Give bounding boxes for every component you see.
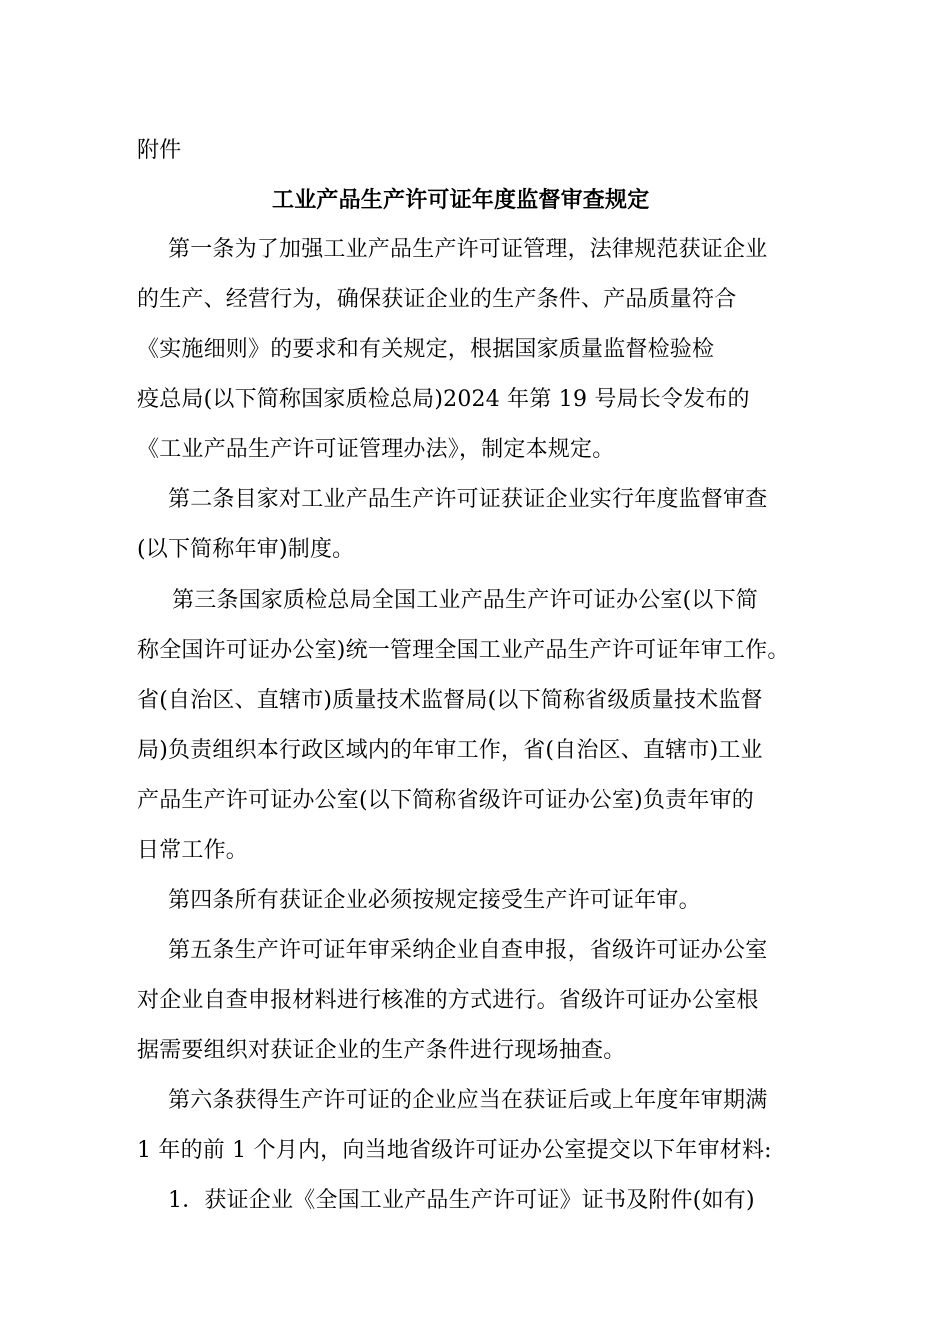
body-line: 第三条国家质检总局全国工业产品生产许可证办公室(以下简 <box>172 588 758 613</box>
body-line: 第四条所有获证企业必须按规定接受生产许可证年审。 <box>168 888 701 913</box>
body-line: 1 年的前 1 个月内，向当地省级许可证办公室提交以下年审材料: <box>137 1138 772 1163</box>
body-line: 1．获证企业《全国工业产品生产许可证》证书及附件(如有) <box>168 1188 755 1213</box>
body-line: 日常工作。 <box>137 838 249 863</box>
body-line: 第六条获得生产许可证的企业应当在获证后或上年度年审期满 <box>168 1088 768 1113</box>
document-title: 工业产品生产许可证年度监督审查规定 <box>272 187 650 213</box>
body-line: 对企业自查申报材料进行核准的方式进行。省级许可证办公室根 <box>137 988 759 1013</box>
attachment-label: 附件 <box>137 138 182 163</box>
body-line: 局)负责组织本行政区域内的年审工作，省(自治区、直辖市)工业 <box>137 738 763 763</box>
body-line: 称全国许可证办公室)统一管理全国工业产品生产许可证年审工作。 <box>137 638 790 663</box>
body-line: 产品生产许可证办公室(以下简称省级许可证办公室)负责年审的 <box>137 788 754 813</box>
body-line: 的生产、经营行为，确保获证企业的生产条件、产品质量符合 <box>137 287 737 312</box>
body-line: 第五条生产许可证年审采纳企业自查申报，省级许可证办公室 <box>168 938 768 963</box>
body-line: 第二条目家对工业产品生产许可证获证企业实行年度监督审查 <box>168 487 768 512</box>
body-line: 《实施细则》的要求和有关规定，根据国家质量监督检验检 <box>137 337 715 362</box>
body-line: 据需要组织对获证企业的生产条件进行现场抽查。 <box>137 1038 626 1063</box>
body-line: 省(自治区、直辖市)质量技术监督局(以下简称省级质量技术监督 <box>137 688 763 713</box>
body-line: 疫总局(以下简称国家质检总局)2024 年第 19 号局长令发布的 <box>137 387 750 412</box>
body-line: 《工业产品生产许可证管理办法》，制定本规定。 <box>137 437 615 462</box>
body-line: (以下简称年审)制度。 <box>137 537 355 562</box>
body-line: 第一条为了加强工业产品生产许可证管理，法律规范获证企业 <box>168 237 768 262</box>
